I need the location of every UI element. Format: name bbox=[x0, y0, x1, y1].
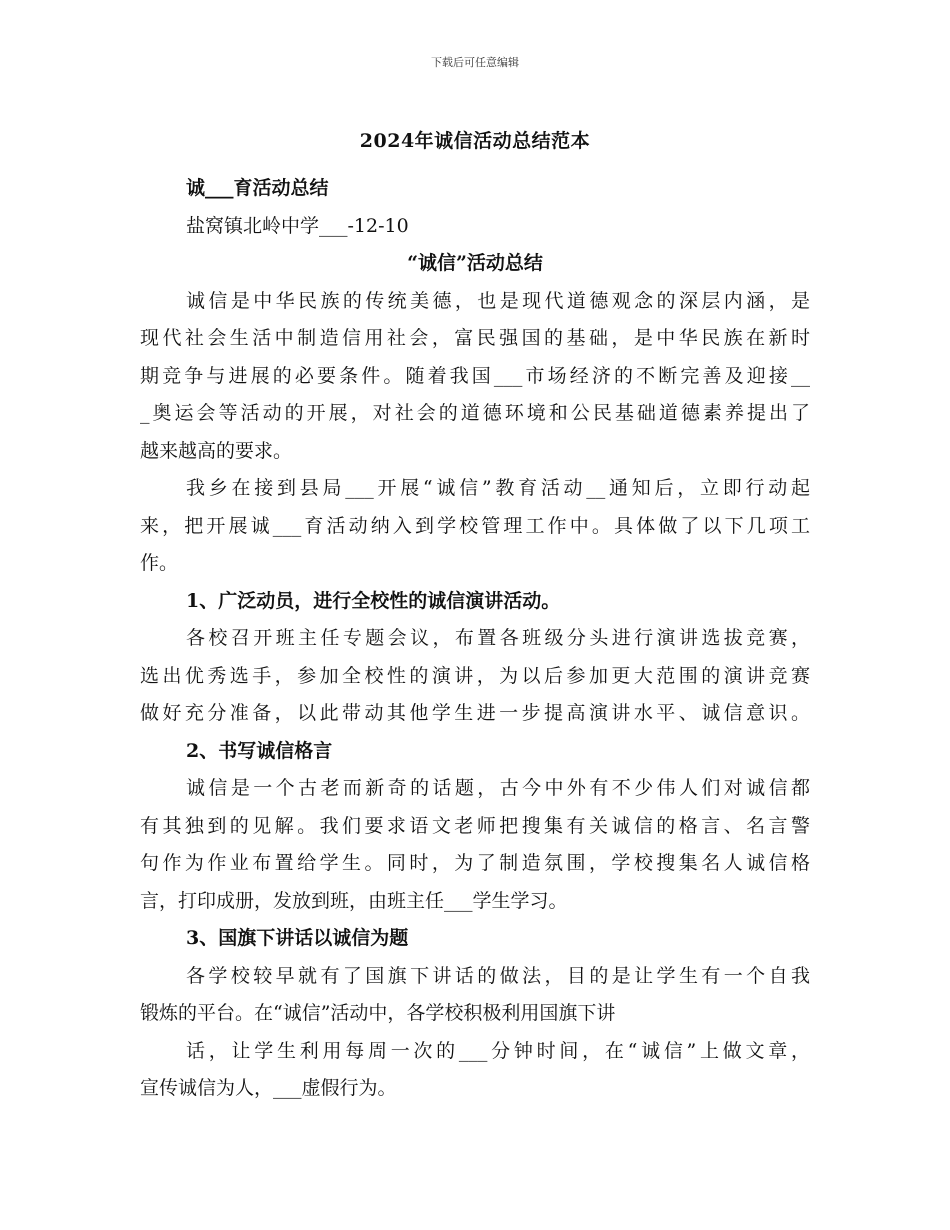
body-line: 言，打印成册，发放到班，由班主任___学生学习。 bbox=[140, 889, 568, 912]
body-line: 现代社会生活中制造信用社会，富民强国的基础，是中华民族在新时 bbox=[140, 327, 810, 349]
document-body bbox=[140, 170, 810, 1108]
document-title: 2024年诚信活动总结范本 bbox=[359, 130, 591, 152]
body-line: 句作为作业布置给学生。同时，为了制造氛围，学校搜集名人诚信格 bbox=[140, 852, 810, 874]
body-line: 作。 bbox=[140, 552, 179, 574]
body-line: 话，让学生利用每周一次的___分钟时间，在“诚信”上做文章， bbox=[186, 1039, 810, 1062]
body-line: 有其独到的见解。我们要求语文老师把搜集有关诚信的格言、名言警 bbox=[140, 814, 810, 837]
body-line: 诚信是中华民族的传统美德，也是现代道德观念的深层内涵，是 bbox=[186, 289, 810, 312]
body-line: 宣传诚信为人，___虚假行为。 bbox=[140, 1077, 397, 1099]
body-line: 选出优秀选手，参加全校性的演讲，为以后参加更大范围的演讲竞赛 bbox=[140, 664, 810, 687]
body-line: _奥运会等活动的开展，对社会的道德环境和公民基础道德素养提出了 bbox=[140, 402, 810, 424]
page-header-note: 下载后可任意编辑 bbox=[431, 56, 519, 69]
body-line: 各校召开班主任专题会议，布置各班级分头进行演讲选拔竞赛， bbox=[186, 627, 810, 649]
body-line: 各学校较早就有了国旗下讲话的做法，目的是让学生有一个自我 bbox=[186, 964, 810, 987]
body-line: 我乡在接到县局___开展“诚信”教育活动__通知后，立即行动起 bbox=[186, 477, 810, 499]
body-line: “诚信”活动总结 bbox=[407, 252, 543, 274]
body-line: 盐窝镇北岭中学___-12-10 bbox=[186, 214, 409, 237]
body-line: 2、书写诚信格言 bbox=[186, 739, 333, 762]
body-line: 诚信是一个古老而新奇的话题，古今中外有不少伟人们对诚信都 bbox=[186, 777, 810, 799]
body-line: 来，把开展诚___育活动纳入到学校管理工作中。具体做了以下几项工 bbox=[140, 514, 810, 537]
body-line: 1、广泛动员，进行全校性的诚信演讲活动。 bbox=[186, 589, 561, 612]
body-line: 锻炼的平台。在“诚信”活动中，各学校积极利用国旗下讲 bbox=[140, 1002, 616, 1024]
body-line: 越来越高的要求。 bbox=[140, 439, 293, 462]
body-line: 做好充分准备，以此带动其他学生进一步提高演讲水平、诚信意识。 bbox=[140, 702, 810, 724]
body-line: 期竞争与进展的必要条件。随着我国___市场经济的不断完善及迎接__ bbox=[140, 364, 810, 387]
body-line: 诚___育活动总结 bbox=[186, 177, 329, 199]
body-line: 3、国旗下讲话以诚信为题 bbox=[186, 927, 409, 949]
